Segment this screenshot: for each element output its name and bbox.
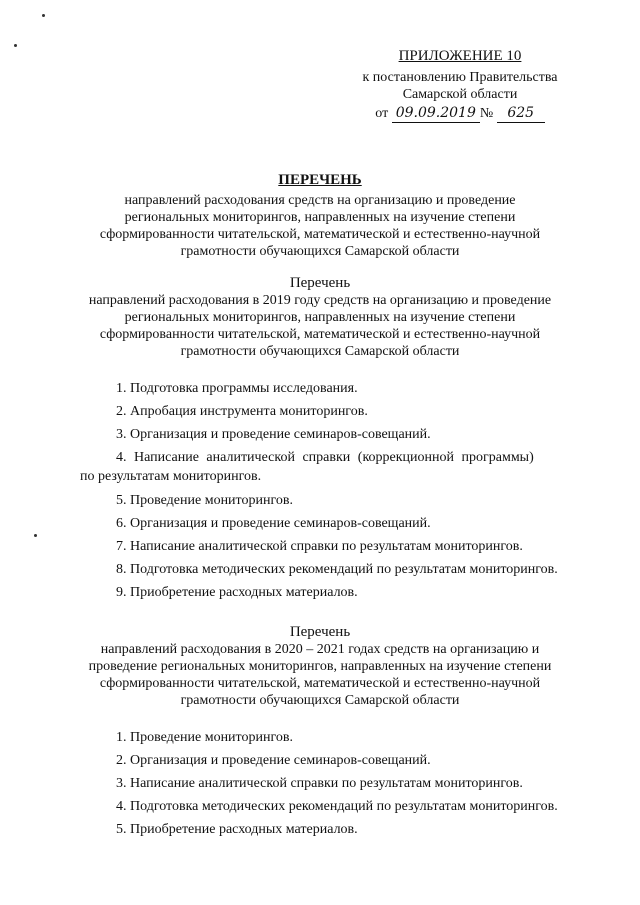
list-item: 5. Проведение мониторингов. <box>116 493 293 508</box>
section-2019-title: Перечень <box>289 275 351 291</box>
handwritten-number: 625 <box>497 105 545 123</box>
list-item: 2. Организация и проведение семинаров-совещаний. <box>116 753 431 768</box>
list-item: 8. Подготовка методических рекомендаций по результатам мониторингов. <box>116 562 558 577</box>
section-2020-title: Перечень <box>289 624 351 640</box>
main-heading-line: направлений расходования средств на организацию и проведение <box>124 193 516 208</box>
list-item: 4. Подготовка методических рекомендаций по результатам мониторингов. <box>116 799 558 814</box>
section-2019-heading <box>70 275 570 360</box>
section-2020-line: сформированности читательской, математической и естественно-научной <box>99 676 541 691</box>
main-heading <box>70 172 570 260</box>
main-heading-line: сформированности читательской, математической и естественно-научной <box>99 227 541 242</box>
annex-line-2: Самарской области <box>402 87 518 102</box>
list-item: 1. Проведение мониторингов. <box>116 730 293 745</box>
section-2019-line: направлений расходования в 2019 году средств на организацию и проведение <box>88 293 552 308</box>
handwritten-date: 09.09.2019 <box>392 105 480 123</box>
annex-header <box>360 48 560 123</box>
section-2019-line: региональных мониторингов, направленных на изучение степени <box>124 310 516 325</box>
list-item: 4. Написание аналитической справки (коррекционной программы) <box>116 450 534 465</box>
number-prefix: № <box>479 106 494 121</box>
list-item: 3. Написание аналитической справки по результатам мониторингов. <box>116 776 523 791</box>
scan-speck <box>42 14 45 17</box>
main-heading-title: ПЕРЕЧЕНЬ <box>278 172 362 188</box>
list-item: 6. Организация и проведение семинаров-совещаний. <box>116 516 431 531</box>
scan-speck <box>34 534 37 537</box>
date-prefix: от <box>375 106 389 121</box>
section-2019-line: грамотности обучающихся Самарской области <box>180 344 460 359</box>
main-heading-line: региональных мониторингов, направленных на изучение степени <box>124 210 516 225</box>
list-item: 7. Написание аналитической справки по результатам мониторингов. <box>116 539 523 554</box>
section-2020-line: направлений расходования в 2020 – 2021 годах средств на организацию и <box>100 642 540 657</box>
section-2020-heading <box>70 624 570 709</box>
list-item: 2. Апробация инструмента мониторингов. <box>116 404 368 419</box>
section-2019-line: сформированности читательской, математической и естественно-научной <box>99 327 541 342</box>
annex-title: ПРИЛОЖЕНИЕ 10 <box>398 48 522 64</box>
list-item: 1. Подготовка программы исследования. <box>116 381 358 396</box>
annex-date-row <box>360 105 560 123</box>
list-item: 5. Приобретение расходных материалов. <box>116 822 358 837</box>
main-heading-line: грамотности обучающихся Самарской области <box>180 244 460 259</box>
list-item: 9. Приобретение расходных материалов. <box>116 585 358 600</box>
annex-line-1: к постановлению Правительства <box>362 70 558 85</box>
list-item-continuation: по результатам мониторингов. <box>80 469 262 484</box>
section-2020-line: грамотности обучающихся Самарской области <box>180 693 460 708</box>
section-2020-line: проведение региональных мониторингов, направленных на изучение степени <box>88 659 552 674</box>
list-item: 3. Организация и проведение семинаров-совещаний. <box>116 427 431 442</box>
scan-speck <box>14 44 17 47</box>
